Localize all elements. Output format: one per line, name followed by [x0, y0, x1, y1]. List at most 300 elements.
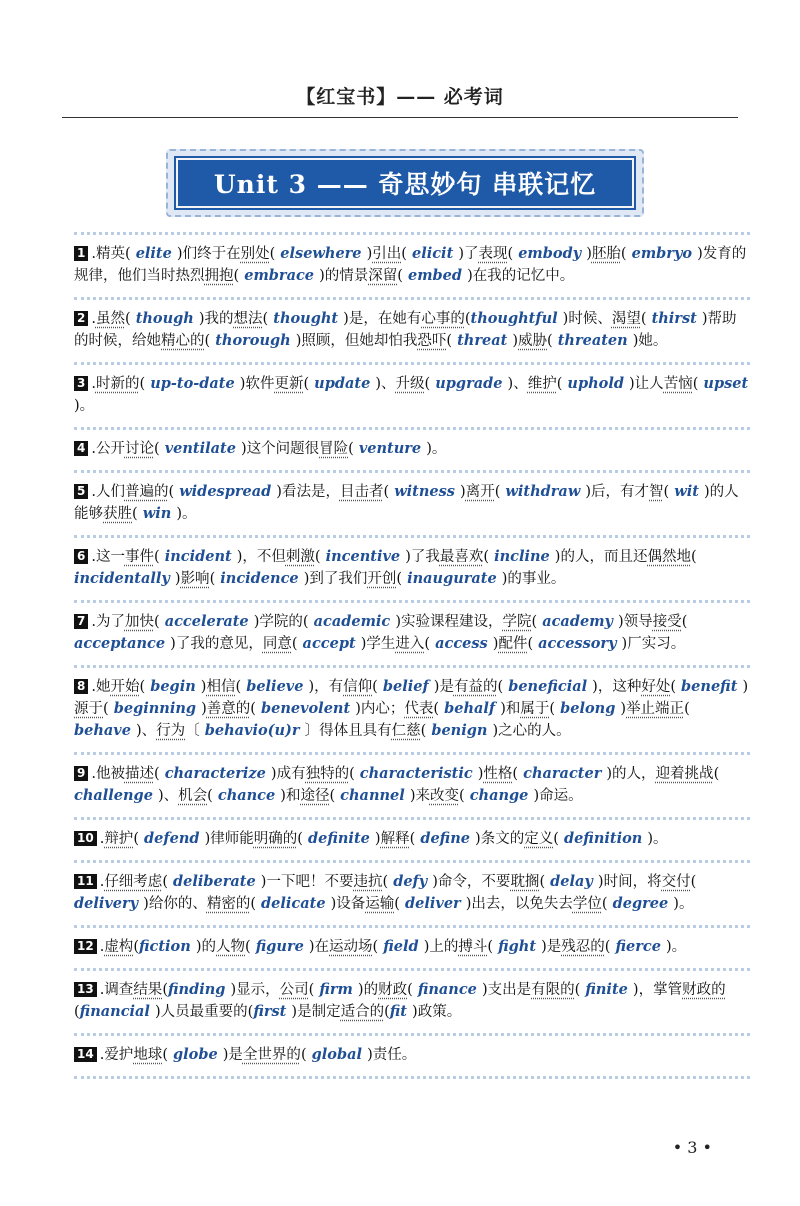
chinese-keyword: 相信	[206, 679, 236, 695]
sentence-text: )的人，	[606, 766, 656, 782]
english-word: global	[306, 1046, 368, 1063]
entry-9: 9 .他被描述( characterize )成有独特的( characteristic )性格( character )的人，迎着挑战( challenge )、机会( chance )和途径( channel )来改变( change )命运。	[74, 752, 750, 817]
english-word: widespread	[174, 483, 277, 500]
sentence-text: (	[640, 311, 647, 327]
english-word: deliberate	[167, 873, 261, 890]
sentence-text: )的人能够	[74, 484, 739, 522]
english-word: definite	[302, 830, 375, 847]
entry-number: 12	[74, 939, 97, 954]
chinese-keyword: 仔细考虑	[104, 874, 163, 890]
sentence-text: )	[374, 831, 381, 847]
english-word: field	[378, 938, 424, 955]
sentence-text: )学院的(	[253, 614, 309, 630]
english-word: accelerate	[159, 613, 254, 630]
sentence-text: 〕得体且具有	[304, 723, 392, 739]
chinese-keyword: 运动场	[329, 939, 373, 955]
chinese-keyword: 苦恼	[663, 376, 693, 392]
sentence-text: (	[209, 571, 216, 587]
chinese-keyword: 交付	[661, 874, 691, 890]
sentence-text: (	[153, 549, 160, 565]
page-number: • 3 •	[672, 1138, 712, 1157]
english-word: behave	[74, 722, 137, 739]
chinese-keyword: 离开	[465, 484, 495, 500]
entry-number: 9	[74, 766, 88, 781]
sentence-text: )是制定	[291, 1004, 341, 1020]
sentence-text: (	[153, 614, 160, 630]
english-word: channel	[335, 787, 410, 804]
english-word: believe	[241, 678, 309, 695]
english-word: thoughtful	[470, 310, 563, 327]
chinese-keyword: 更新	[274, 376, 304, 392]
english-word: upgrade	[430, 375, 508, 392]
sentence-text: (	[547, 333, 553, 349]
chinese-keyword: 影响	[180, 571, 210, 587]
sentence-text: (	[74, 1004, 80, 1020]
chinese-keyword: 明确的	[253, 831, 298, 847]
sentence-text: (	[396, 571, 403, 587]
sentence-text: (	[512, 766, 519, 782]
sentence-text: 他被	[95, 766, 125, 782]
entry-number: 13	[74, 982, 97, 997]
sentence-text: (	[401, 246, 407, 262]
entry-number: 11	[74, 874, 97, 889]
english-word: withdraw	[500, 483, 586, 500]
sentence-text: )设备	[330, 896, 366, 912]
english-word: financial	[79, 1003, 155, 1020]
header-rule	[62, 117, 738, 118]
sentence-text: )和	[500, 701, 521, 717]
sentence-text: (	[384, 1004, 390, 1020]
sentence-text: (	[690, 549, 697, 565]
sentence-text: )我的	[198, 311, 234, 327]
english-word: thought	[268, 310, 344, 327]
sentence-text: )让人	[629, 376, 664, 392]
chinese-keyword: 善意的	[206, 701, 251, 717]
english-word: benevolent	[255, 700, 356, 717]
sentence-text: )上的	[423, 939, 459, 955]
sentence-text: (	[681, 614, 688, 630]
english-word: challenge	[74, 787, 158, 804]
english-word: change	[464, 787, 534, 804]
sentence-text: (	[269, 246, 276, 262]
chinese-keyword: 违抗	[353, 874, 383, 890]
chinese-keyword: 有限的	[531, 982, 575, 998]
chinese-keyword: 别处	[240, 246, 270, 262]
chinese-keyword: 结果	[133, 982, 163, 998]
chinese-keyword: 偶然地	[647, 549, 691, 565]
chinese-keyword: 人物	[216, 939, 245, 955]
chinese-keyword: 源于	[74, 701, 103, 717]
sentence-text: )	[620, 701, 627, 717]
sentence-text: (	[692, 376, 699, 392]
sentence-text: (	[409, 831, 416, 847]
chinese-keyword: 解释	[380, 831, 410, 847]
chinese-keyword: 想法	[233, 311, 263, 327]
sentence-text: )一下吧！不要	[260, 874, 354, 890]
sentence-text: (	[424, 376, 431, 392]
sentence-text: (	[348, 441, 354, 457]
chinese-keyword: 接受	[652, 614, 682, 630]
sentence-text: (	[464, 311, 471, 327]
sentence-text: )。	[647, 831, 668, 847]
sentence-text: )照顾，但她却怕我	[295, 333, 418, 349]
sentence-text: (	[132, 506, 138, 522]
sentence-text: (	[103, 701, 109, 717]
english-word: wit	[669, 483, 704, 500]
sentence-text: )支出是	[481, 982, 532, 998]
sentence-text: (	[539, 874, 546, 890]
sentence-text: (	[162, 982, 168, 998]
entry-11: 11 .仔细考虑( deliberate )一下吧！不要违抗( defy )命令，不要耽搁( delay )时间，将交付( delivery )给你的、精密的( delicate )设备运输( deliver )出去，以免失去学位( degree )。	[74, 860, 750, 925]
sentence-text: )	[492, 636, 499, 652]
sentence-text: (	[397, 268, 403, 284]
sentence-text: (	[424, 636, 431, 652]
sentence-text: )软件	[239, 376, 275, 392]
sentence-text: )这个问题很	[240, 441, 320, 457]
chinese-keyword: 精密的	[206, 896, 251, 912]
sentence-text: )。	[176, 506, 197, 522]
sentence-text: )在我的记忆中。	[467, 268, 575, 284]
sentence-text: (	[168, 484, 175, 500]
sentence-text: )	[512, 333, 519, 349]
sentence-text: (	[207, 788, 213, 804]
sentence-text: (	[620, 246, 627, 262]
english-word: academy	[537, 613, 619, 630]
sentence-text: )了我	[405, 549, 440, 565]
sentence-text: )时候、	[562, 311, 612, 327]
chinese-keyword: 途径	[300, 788, 330, 804]
sentence-text: (	[133, 831, 139, 847]
sentence-text: )，不但	[236, 549, 286, 565]
chinese-keyword: 学位	[572, 896, 602, 912]
chinese-keyword: 搏斗	[458, 939, 488, 955]
sentence-text: (	[153, 441, 160, 457]
chinese-keyword: 举止端正	[626, 701, 685, 717]
english-word: defend	[138, 830, 205, 847]
sentence-text: (	[233, 268, 240, 284]
sentence-text: )是	[541, 939, 562, 955]
english-word: degree	[607, 895, 674, 912]
chinese-keyword: 公司	[279, 982, 309, 998]
sentence-text: (	[372, 939, 379, 955]
sentence-text: (	[690, 874, 697, 890]
sentence-text: )和	[280, 788, 301, 804]
chinese-keyword: 目击者	[339, 484, 384, 500]
english-word: belief	[377, 678, 434, 695]
sentence-text: )是	[222, 1047, 243, 1063]
sentence-text: (	[487, 939, 494, 955]
sentence-text: )的人，而且还	[554, 549, 648, 565]
sentence-text: (	[497, 679, 504, 695]
sentence-text: 她	[95, 679, 111, 695]
sentence-text: (	[713, 766, 720, 782]
english-word: beneficial	[503, 678, 593, 695]
chinese-keyword: 进入	[395, 636, 425, 652]
sentence-text: (	[556, 376, 563, 392]
english-word: behavio(u)r	[199, 722, 305, 739]
sentence-text: )到了我们	[303, 571, 368, 587]
chinese-keyword: 独特的	[305, 766, 350, 782]
entry-number: 14	[74, 1047, 97, 1062]
chinese-keyword: 威胁	[518, 333, 548, 349]
chinese-keyword: 同意	[262, 636, 292, 652]
entry-4: 4 .公开讨论( ventilate )这个问题很冒险( venture )。	[74, 427, 750, 470]
english-word: delay	[545, 873, 598, 890]
english-word: fight	[493, 938, 542, 955]
sentence-text: (	[446, 333, 453, 349]
english-word: witness	[389, 483, 461, 500]
english-word: definition	[558, 830, 648, 847]
sentence-text: (	[527, 636, 534, 652]
unit-title: Unit 3 —— 奇思妙句 串联记忆	[176, 158, 634, 208]
chinese-keyword: 定义	[524, 831, 554, 847]
sentence-text: (	[349, 766, 355, 782]
sentence-text: )是，在她有	[343, 311, 422, 327]
chinese-keyword: 表现	[478, 246, 508, 262]
sentence-text: (	[383, 484, 390, 500]
sentence-text: (	[601, 896, 608, 912]
english-word: embrace	[239, 267, 320, 284]
entry-6: 6 .这一事件( incident )，不但刺激( incentive )了我最喜欢( incline )的人，而且还偶然地( incidentally )影响( incidence )到了我们开创( inaugurate )的事业。	[74, 535, 750, 600]
sentence-text: (	[300, 1047, 307, 1063]
entry-7: 7 .为了加快( accelerate )学院的( academic )实验课程建设，学院( academy )领导接受( acceptance )了我的意见，同意( accept )学生进入( access )配件( accessory )厂实习。	[74, 600, 750, 665]
sentence-text: 人们	[95, 484, 125, 500]
chinese-keyword: 学院	[502, 614, 532, 630]
chinese-keyword: 耽搁	[510, 874, 540, 890]
sentence-text: (	[250, 701, 256, 717]
english-word: incident	[159, 548, 237, 565]
sentence-text: )命令，不要	[432, 874, 511, 890]
sentence-text: )	[366, 246, 373, 262]
english-word: benign	[426, 722, 493, 739]
entry-14: 14 .爱护地球( globe )是全世界的( global )责任。	[74, 1033, 750, 1079]
sentence-text: (	[372, 679, 378, 695]
chinese-keyword: 普遍的	[124, 484, 169, 500]
english-word: globe	[167, 1046, 223, 1063]
sentence-text: (	[308, 982, 315, 998]
chinese-keyword: 改变	[429, 788, 459, 804]
sentence-text: )们终于在	[176, 246, 241, 262]
chinese-keyword: 信仰	[343, 679, 373, 695]
sentence-text: )实验课程建设，	[395, 614, 503, 630]
entry-8: 8 .她开始( begin )相信( believe )，有信仰( belief )是有益的( beneficial )，这种好处( benefit )源于( beginning )善意的( benevolent )内心；代表( behalf )和属于( belong )举止端正( behave )、行为〔 behavio(u)r 〕得体且具有仁慈( benign )之心的人。	[74, 665, 750, 752]
english-word: beginning	[108, 700, 202, 717]
chinese-keyword: 虚构	[104, 939, 134, 955]
sentence-text: )政策。	[412, 1004, 462, 1020]
sentence-text: )责任。	[367, 1047, 417, 1063]
sentence-text: )内心；	[355, 701, 405, 717]
sentence-text: )之心的人。	[492, 723, 571, 739]
sentence-text: (	[133, 939, 139, 955]
sentence-text: )	[201, 701, 207, 717]
english-word: behalf	[439, 700, 501, 717]
sentence-text: (	[235, 679, 242, 695]
chinese-keyword: 冒险	[319, 441, 349, 457]
english-word: access	[430, 635, 493, 652]
sentence-text: )、	[157, 788, 179, 804]
sentence-text: (	[604, 939, 611, 955]
english-word: finding	[167, 981, 231, 998]
entry-13: 13 .调查结果(finding )显示，公司( firm )的财政( finance )支出是有限的( finite )，掌管财政的(financial )人员最重要的(first )是制定适合的(fit )政策。	[74, 968, 750, 1033]
chinese-keyword: 恐吓	[417, 333, 447, 349]
sentence-text: (	[297, 831, 303, 847]
entry-number: 8	[74, 679, 88, 694]
chinese-keyword: 智	[649, 484, 664, 500]
sentence-text: (	[162, 874, 168, 890]
chinese-keyword: 仁慈	[391, 723, 421, 739]
english-word: elite	[130, 245, 177, 262]
sentence-text: (	[139, 679, 146, 695]
chinese-keyword: 时新的	[95, 376, 140, 392]
sentence-text: (	[124, 311, 131, 327]
sentence-text: (	[291, 636, 298, 652]
entry-12: 12 .虚构(fiction )的人物( figure )在运动场( field )上的搏斗( fight )是残忍的( fierce )。	[74, 925, 750, 968]
english-word: incidence	[215, 570, 304, 587]
english-word: update	[309, 375, 376, 392]
chinese-keyword: 辩护	[104, 831, 134, 847]
english-word: embody	[513, 245, 587, 262]
sentence-text: (	[684, 701, 690, 717]
english-word: fiction	[138, 938, 196, 955]
english-word: deliver	[399, 895, 466, 912]
entry-number: 3	[74, 376, 88, 391]
chinese-keyword: 刺激	[285, 549, 315, 565]
chinese-keyword: 开创	[367, 571, 397, 587]
sentence-text: )，有	[308, 679, 344, 695]
english-word: delicate	[256, 895, 331, 912]
entry-number: 10	[74, 831, 97, 846]
english-word: upset	[698, 375, 749, 392]
sentence-text: 公开	[95, 441, 125, 457]
sentence-text: )	[200, 679, 207, 695]
english-word: first	[253, 1003, 292, 1020]
sentence-text: (	[483, 549, 490, 565]
english-word: elsewhere	[275, 245, 367, 262]
english-word: acceptance	[74, 635, 171, 652]
english-word: characterize	[159, 765, 271, 782]
entry-number: 5	[74, 484, 88, 499]
chinese-keyword: 好处	[641, 679, 671, 695]
sentence-text: (	[549, 701, 556, 717]
sentence-text: 为了	[95, 614, 125, 630]
chinese-keyword: 维护	[527, 376, 557, 392]
sentence-text: 〔	[185, 723, 200, 739]
english-word: incentive	[320, 548, 406, 565]
english-word: characteristic	[354, 765, 478, 782]
chinese-keyword: 残忍的	[561, 939, 605, 955]
sentence-text: (	[420, 723, 427, 739]
sentence-text: )在	[308, 939, 330, 955]
english-word: threat	[452, 332, 513, 349]
sentence-text: (	[329, 788, 336, 804]
chinese-keyword: 有益的	[453, 679, 498, 695]
english-word: finance	[412, 981, 482, 998]
sentence-text: )成有	[270, 766, 306, 782]
sentence-text: )人员最重要的(	[154, 1004, 254, 1020]
sentence-text: (	[507, 246, 514, 262]
sentence-text: )、	[375, 376, 396, 392]
english-word: academic	[308, 613, 396, 630]
sentence-text: )律师能	[204, 831, 254, 847]
sentence-text: 精英(	[95, 246, 131, 262]
english-word: benefit	[676, 678, 743, 695]
chinese-keyword: 渴望	[611, 311, 641, 327]
english-word: embryo	[626, 245, 698, 262]
sentence-text: )。	[666, 939, 687, 955]
english-word: though	[130, 310, 199, 327]
sentence-text: )来	[409, 788, 430, 804]
chinese-keyword: 深留	[368, 268, 398, 284]
sentence-text: )。	[673, 896, 694, 912]
sentence-text: )学生	[360, 636, 396, 652]
english-word: threaten	[552, 332, 633, 349]
sentence-text: (	[303, 376, 310, 392]
chinese-keyword: 地球	[133, 1047, 163, 1063]
english-word: begin	[145, 678, 201, 695]
sentence-text: )给你的、	[143, 896, 207, 912]
sentence-text: (	[153, 766, 160, 782]
entry-1: 1 .精英( elite )们终于在别处( elsewhere )引出( elicit )了表现( embody )胚胎( embryo )发育的规律，他们当时热烈拥抱( embrace )的情景深留( embed )在我的记忆中。	[74, 232, 750, 297]
sentence-text: )领导	[618, 614, 653, 630]
sentence-text: (	[245, 939, 251, 955]
english-word: uphold	[562, 375, 630, 392]
chinese-keyword: 配件	[498, 636, 528, 652]
sentence-text: (	[531, 614, 538, 630]
english-word: elicit	[406, 245, 459, 262]
sentence-text: )的事业。	[501, 571, 566, 587]
sentence-text: )	[586, 246, 592, 262]
english-word: incidentally	[74, 570, 175, 587]
english-word: fierce	[610, 938, 666, 955]
entry-number: 6	[74, 549, 88, 564]
english-word: embed	[402, 267, 468, 284]
sentence-text: (	[574, 982, 581, 998]
chinese-keyword: 全世界的	[242, 1047, 301, 1063]
sentence-text: (	[663, 484, 670, 500]
sentence-text: )显示，	[230, 982, 280, 998]
english-word: chance	[212, 787, 281, 804]
english-word: delivery	[74, 895, 144, 912]
entry-5: 5 .人们普遍的( widespread )看法是，目击者( witness )离开( withdraw )后，有才智( wit )的人能够获胜( win )。	[74, 470, 750, 535]
english-word: ventilate	[159, 440, 241, 457]
sentence-text: )的情景	[319, 268, 369, 284]
sentence-text: (	[494, 484, 501, 500]
sentence-text: )后，有才	[585, 484, 650, 500]
chinese-keyword: 事件	[124, 549, 154, 565]
chinese-keyword: 精心的	[161, 333, 205, 349]
sentence-text: )的	[195, 939, 216, 955]
sentence-text: )，这种	[592, 679, 642, 695]
sentence-text: )	[477, 766, 484, 782]
sentence-text: )。	[74, 398, 95, 414]
english-word: win	[137, 505, 177, 522]
chinese-keyword: 加快	[124, 614, 154, 630]
entry-number: 7	[74, 614, 88, 629]
chinese-keyword: 属于	[520, 701, 550, 717]
sentence-text: )	[742, 679, 749, 695]
sentence-text: (	[382, 874, 389, 890]
sentence-text: )帮助的时候，给她	[74, 311, 737, 349]
chinese-keyword: 获胜	[103, 506, 132, 522]
english-word: define	[415, 830, 476, 847]
chinese-keyword: 最喜欢	[439, 549, 484, 565]
chinese-keyword: 心事的	[421, 311, 465, 327]
entry-2: 2 .虽然( though )我的想法( thought )是，在她有心事的(thoughtful )时候、渴望( thirst )帮助的时候，给她精心的( thorough )照顾，但她却怕我恐吓( threat )威胁( threaten )她。	[74, 297, 750, 362]
chinese-keyword: 迎着挑战	[655, 766, 714, 782]
sentence-text: (	[139, 376, 146, 392]
sentence-text: (	[553, 831, 559, 847]
chinese-keyword: 胚胎	[591, 246, 621, 262]
